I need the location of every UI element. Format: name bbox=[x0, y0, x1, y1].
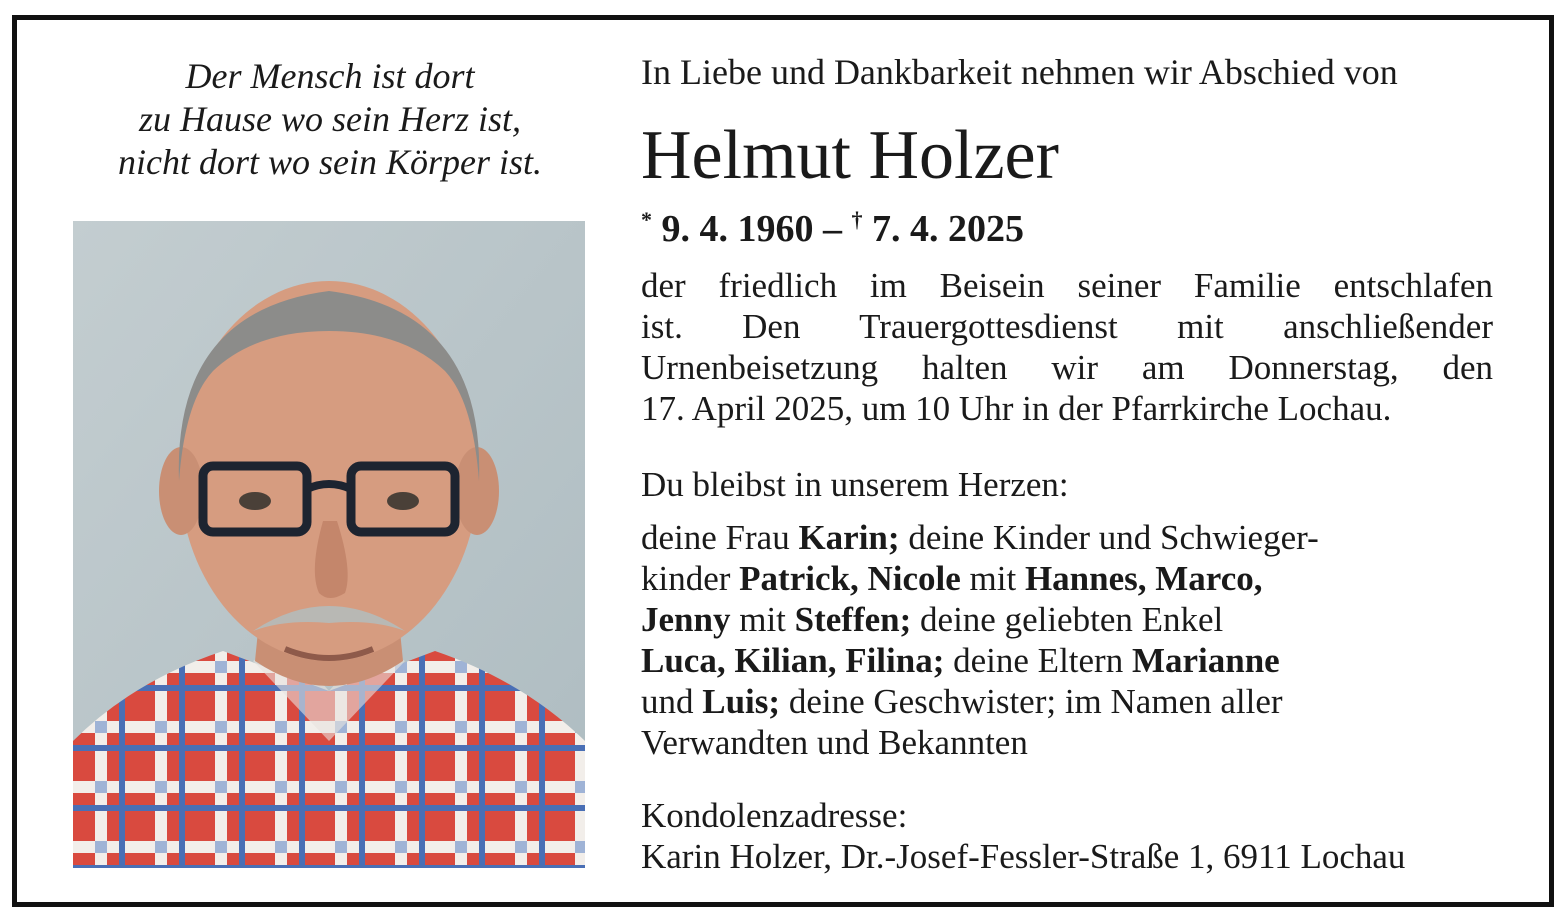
death-date: 7. 4. 2025 bbox=[872, 208, 1024, 250]
family-member-name: Luca, Kilian, Filina; bbox=[641, 641, 945, 680]
deceased-name: Helmut Holzer bbox=[641, 117, 1059, 194]
death-symbol: † bbox=[851, 207, 863, 232]
family-line bbox=[641, 517, 1493, 558]
body-line: ist. Den Trauergottesdienst mit anschließender bbox=[641, 307, 1493, 346]
family-text: und bbox=[641, 682, 703, 721]
life-dates bbox=[641, 198, 1024, 251]
condolence-label: Kondolenzadresse: bbox=[641, 796, 908, 835]
remain-heading: Du bleibst in unserem Herzen: bbox=[641, 465, 1069, 504]
condolence-address-text: Karin Holzer, Dr.-Josef-Fessler-Straße 1, 6911 Lochau bbox=[641, 837, 1406, 876]
family-text: deine geliebten Enkel bbox=[911, 600, 1224, 639]
family-member-name: Hannes, Marco, bbox=[1024, 559, 1263, 598]
family-text: mit bbox=[960, 559, 1025, 598]
date-separator: – bbox=[813, 208, 852, 250]
family-text: mit bbox=[730, 600, 795, 639]
body-line: 17. April 2025, um 10 Uhr in der Pfarrkirche Lochau. bbox=[641, 389, 1392, 428]
service-announcement bbox=[641, 265, 1493, 429]
family-member-name: Luis; bbox=[702, 682, 781, 721]
birth-symbol: * bbox=[641, 207, 652, 232]
quote-line-1: Der Mensch ist dort bbox=[185, 56, 475, 96]
intro-line: In Liebe und Dankbarkeit nehmen wir Abschied von bbox=[641, 52, 1398, 92]
family-text: deine Kinder und Schwieger- bbox=[899, 518, 1319, 557]
family-member-name: Steffen; bbox=[794, 600, 912, 639]
family-text: deine Geschwister; im Namen aller bbox=[780, 682, 1283, 721]
family-member-name: Patrick, Nicole bbox=[739, 559, 961, 598]
family-text: Verwandten und Bekannten bbox=[641, 723, 1028, 762]
family-member-name: Jenny bbox=[641, 600, 731, 639]
birth-date: 9. 4. 1960 bbox=[661, 208, 814, 250]
body-line: der friedlich im Beisein seiner Familie entschlafen bbox=[641, 266, 1493, 305]
family-line bbox=[641, 681, 1493, 722]
condolence-address bbox=[641, 795, 1405, 877]
memorial-quote bbox=[60, 55, 600, 184]
quote-line-2: zu Hause wo sein Herz ist, bbox=[138, 99, 521, 139]
quote-line-3: nicht dort wo sein Körper ist. bbox=[117, 142, 543, 182]
family-line bbox=[641, 558, 1493, 599]
family-line bbox=[641, 722, 1493, 763]
family-member-name: Marianne bbox=[1131, 641, 1280, 680]
family-list bbox=[641, 517, 1493, 763]
body-line: Urnenbeisetzung halten wir am Donnerstag, den bbox=[641, 348, 1493, 387]
family-text: deine Frau bbox=[641, 518, 799, 557]
family-member-name: Karin; bbox=[798, 518, 900, 557]
family-line bbox=[641, 599, 1493, 640]
family-line bbox=[641, 640, 1493, 681]
family-text: deine Eltern bbox=[944, 641, 1132, 680]
portrait-photo bbox=[73, 221, 585, 868]
family-text: kinder bbox=[641, 559, 740, 598]
